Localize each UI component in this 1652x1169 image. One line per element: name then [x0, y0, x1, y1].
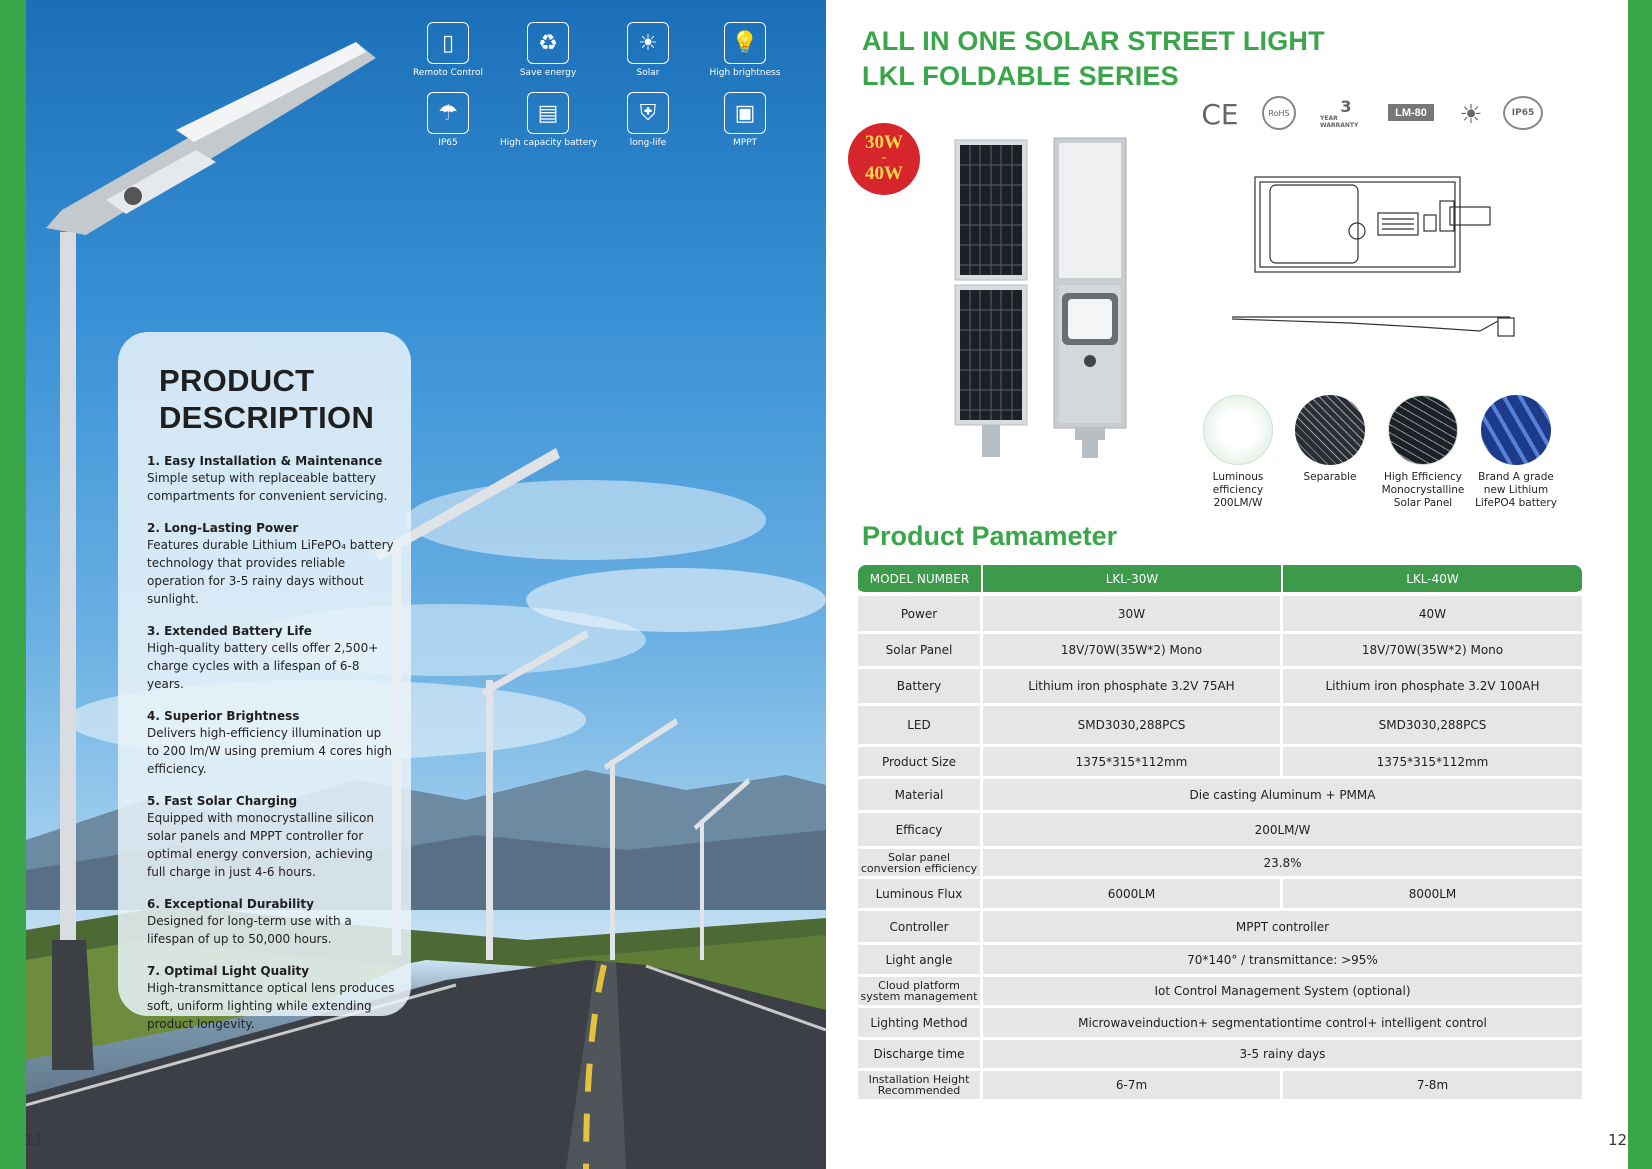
table-row [858, 596, 1582, 634]
feature-badge-separable [1282, 395, 1378, 484]
description-heading: 2. Long-Lasting Power [147, 521, 299, 535]
wattage-line1: 30W [865, 132, 903, 153]
technical-drawing-side [1232, 317, 1514, 336]
row-label: Battery [858, 669, 983, 703]
umbrella-icon: ☂ [427, 92, 469, 134]
feature-badge-label: Separable [1303, 471, 1357, 483]
shield-icon: ⛨ [627, 92, 669, 134]
table-cell: Lithium iron phosphate 3.2V 100AH [1325, 679, 1540, 693]
description-item [147, 453, 395, 505]
feature-badge-battery [1468, 395, 1564, 510]
table-row [858, 1040, 1582, 1071]
description-heading: 5. Fast Solar Charging [147, 794, 298, 808]
page-title [862, 24, 1325, 94]
feature-label: High brightness [709, 68, 781, 78]
feature-badges [1190, 395, 1570, 515]
feature-ip65 [400, 92, 496, 148]
row-label: Solar panel conversion efficiency [858, 849, 983, 876]
table-cell: 6-7m [983, 1071, 1283, 1099]
description-text: Simple setup with replaceable battery compartments for convenient servicing. [147, 471, 388, 503]
description-heading: 3. Extended Battery Life [147, 624, 312, 638]
solar-panel-view [955, 140, 1027, 457]
column-header: MODEL NUMBER [858, 565, 983, 592]
ce-mark-icon: CE [1201, 97, 1239, 131]
description-item [147, 520, 395, 608]
row-label: Installation Height Recommended [858, 1071, 983, 1099]
row-label: Controller [858, 911, 983, 942]
separable-panel-icon [1295, 395, 1365, 465]
street-light-scene [26, 0, 826, 1169]
table-cell: 3-5 rainy days [1239, 1047, 1326, 1061]
description-text: Equipped with monocrystalline silicon solar panels and MPPT controller for optimal energy conversion, achieving full charge in just 4-6 hours. [147, 811, 374, 879]
row-label: Solar Panel [858, 634, 983, 666]
parameter-title: Product Pamameter [862, 521, 1118, 551]
table-row [858, 1071, 1582, 1102]
description-heading: 1. Easy Installation & Maintenance [147, 454, 383, 468]
feature-solar [600, 22, 696, 78]
row-label: LED [858, 706, 983, 744]
row-label: Product Size [858, 747, 983, 776]
feature-label: long-life [629, 138, 667, 148]
table-cell: 18V/70W(35W*2) Mono [1361, 643, 1504, 657]
feature-battery [500, 92, 596, 148]
table-cell: 6000LM [983, 879, 1283, 908]
table-cell: 8000LM [1408, 886, 1457, 901]
title-line2: LKL FOLDABLE SERIES [862, 61, 1179, 91]
remote-control-icon: ▯ [427, 22, 469, 64]
feature-label: Remoto Control [412, 68, 484, 78]
description-item [147, 896, 395, 948]
row-label: Luminous Flux [858, 879, 983, 908]
feature-label: MPPT [732, 138, 758, 148]
feature-save-energy [500, 22, 596, 78]
column-header: LKL-40W [1406, 571, 1459, 586]
page-number-left: 11 [24, 1131, 44, 1149]
lm80-icon: LM-80 [1388, 104, 1434, 121]
table-cell: SMD3030,288PCS [983, 706, 1283, 744]
product-description-card [118, 332, 411, 1031]
table-cell: Lithium iron phosphate 3.2V 75AH [983, 669, 1283, 703]
table-cell: 40W [1418, 606, 1447, 621]
description-text: Designed for long-term use with a lifespan of up to 50,000 hours. [147, 914, 352, 946]
description-heading: 6. Exceptional Durability [147, 897, 314, 911]
row-label: Lighting Method [858, 1008, 983, 1037]
table-row [858, 747, 1582, 779]
monocrystalline-panel-icon [1388, 395, 1458, 465]
table-row [858, 945, 1582, 977]
feature-label: High capacity battery [500, 138, 598, 148]
table-row [858, 706, 1582, 747]
page-number-right: 12 [1608, 1131, 1628, 1149]
title-line1: ALL IN ONE SOLAR STREET LIGHT [862, 26, 1325, 56]
feature-badge-label: High Efficiency Monocrystalline Solar Panel [1381, 471, 1465, 509]
sun-icon: ☀ [627, 22, 669, 64]
lamp-face-view [1054, 138, 1126, 458]
description-heading: 7. Optimal Light Quality [147, 964, 310, 978]
wattage-line2: - [881, 150, 887, 165]
table-row [858, 1008, 1582, 1040]
table-header [858, 565, 1582, 596]
column-header: LKL-30W [983, 565, 1283, 592]
feature-remote-control [400, 22, 496, 78]
table-row [858, 879, 1582, 911]
table-row [858, 779, 1582, 813]
table-cell: SMD3030,288PCS [1378, 718, 1487, 732]
ip65-cloud-icon: IP65 [1503, 96, 1543, 130]
feature-mppt [697, 92, 793, 148]
row-label: Light angle [858, 945, 983, 974]
feature-badge-label: Brand A grade new Lithium LifePO4 battery [1475, 471, 1557, 509]
row-label: Discharge time [858, 1040, 983, 1068]
row-label: Efficacy [858, 813, 983, 846]
row-label: Cloud platform system management [858, 977, 983, 1005]
feature-long-life [600, 92, 696, 148]
table-cell: 1375*315*112mm [1376, 754, 1489, 769]
warranty-number: 3 [1340, 97, 1352, 116]
table-row [858, 911, 1582, 945]
recycle-icon: ♻ [527, 22, 569, 64]
description-item [147, 793, 395, 881]
table-row [858, 977, 1582, 1008]
battery-icon: ▤ [527, 92, 569, 134]
table-cell: 70*140° / transmittance: >95% [1187, 952, 1378, 967]
description-text: High-quality battery cells offer 2,500+ charge cycles with a lifespan of 6-8 years. [147, 641, 379, 691]
table-cell: 200LM/W [1254, 822, 1311, 837]
description-item [147, 623, 395, 693]
feature-badge-label: Luminous efficiency 200LM/W [1212, 471, 1264, 509]
description-item [147, 708, 395, 778]
description-title-line1: PRODUCT [159, 363, 315, 398]
feature-label: IP65 [438, 138, 458, 148]
chip-icon: ▣ [724, 92, 766, 134]
table-cell: 1375*315*112mm [983, 747, 1283, 776]
technical-drawing-top [1255, 177, 1490, 272]
table-row [858, 669, 1582, 706]
table-cell: 23.8% [1263, 855, 1302, 870]
table-cell: 30W [983, 596, 1283, 631]
warranty-icon [1320, 96, 1372, 132]
table-cell: MPPT controller [1235, 919, 1330, 934]
table-cell: 18V/70W(35W*2) Mono [983, 634, 1283, 666]
description-title-line2: DESCRIPTION [159, 400, 375, 435]
feature-badge-luminous [1190, 395, 1286, 510]
feature-label: Save energy [519, 68, 577, 78]
left-green-bar [0, 0, 26, 1169]
description-text: Features durable Lithium LiFePO₄ battery technology that provides reliable operation for 3-5 rainy days without sunlight. [147, 538, 394, 606]
led-chips-icon [1203, 395, 1273, 465]
warranty-text: YEAR WARRANTY [1320, 115, 1359, 129]
table-cell: Iot Control Management System (optional) [1154, 984, 1411, 998]
table-cell: 7-8m [1416, 1078, 1449, 1092]
rohs-icon: RoHS [1262, 96, 1296, 130]
row-label: Power [858, 596, 983, 631]
lithium-battery-icon [1481, 395, 1551, 465]
description-item [147, 963, 395, 1033]
description-text: Delivers high-efficiency illumination up to 200 lm/W using premium 4 cores high efficiency. [147, 726, 393, 776]
wattage-line3: 40W [865, 163, 903, 184]
certification-logos [1200, 96, 1545, 136]
wattage-badge [848, 123, 920, 195]
feature-icons-grid [400, 22, 800, 152]
solar-panel-sun-icon: ☀ [1459, 98, 1483, 129]
table-row [858, 634, 1582, 669]
row-label: Material [858, 779, 983, 810]
feature-label: Solar [636, 68, 660, 78]
description-text: High-transmittance optical lens produces soft, uniform lighting while extending product longevity. [147, 981, 395, 1031]
right-green-bar [1628, 0, 1652, 1169]
feature-high-brightness [697, 22, 793, 78]
table-row [858, 849, 1582, 879]
parameter-table [858, 565, 1582, 1102]
table-cell: Die casting Aluminum + PMMA [1189, 787, 1376, 802]
description-heading: 4. Superior Brightness [147, 709, 300, 723]
feature-badge-solar [1375, 395, 1471, 510]
description-title [159, 362, 395, 436]
table-row [858, 813, 1582, 849]
table-cell: Microwaveinduction+ segmentationtime control+ intelligent control [1078, 1015, 1487, 1030]
lightbulb-icon: 💡 [724, 22, 766, 64]
